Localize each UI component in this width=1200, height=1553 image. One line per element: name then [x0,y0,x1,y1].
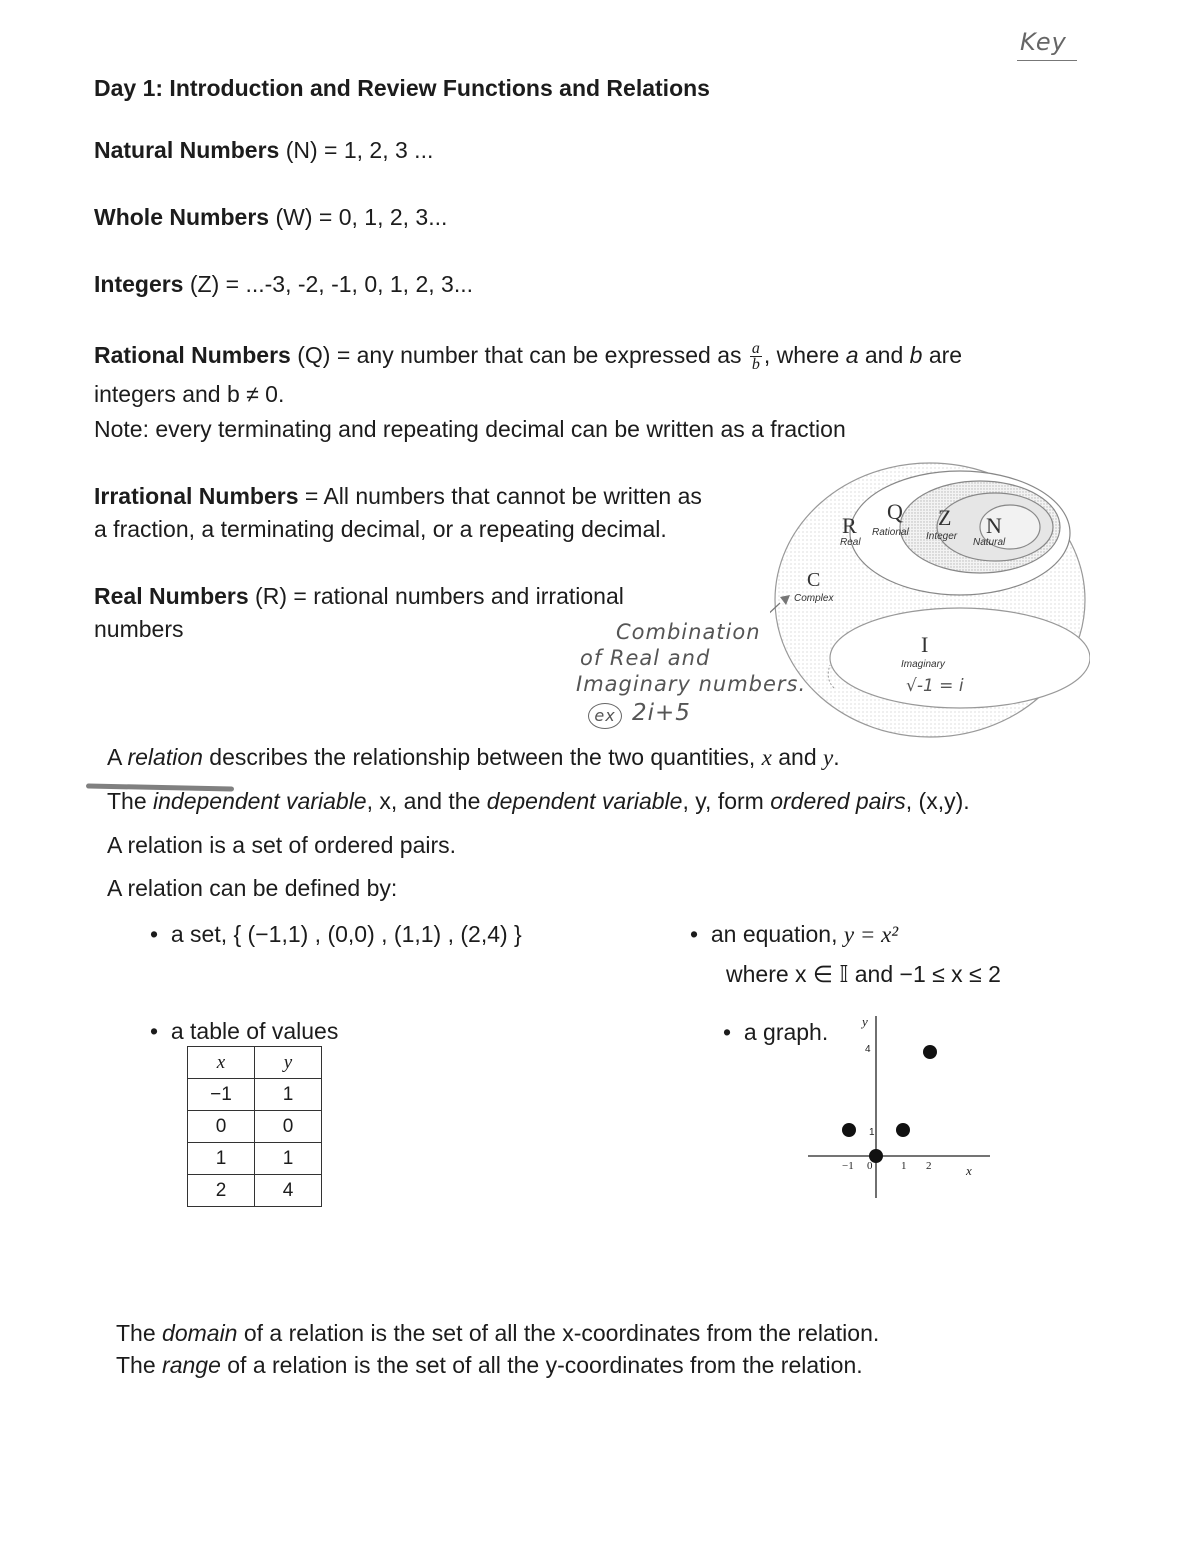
graph-tick-y1: 1 [869,1127,875,1138]
key-underline [1017,60,1077,61]
bullet-equation: • an equation, y = x² [690,921,899,947]
venn-z-letter: Z [938,505,952,530]
venn-r-letter: R [842,513,857,538]
handnote-line3: Imaginary numbers. [576,672,807,696]
whole-numbers-line: Whole Numbers (W) = 0, 1, 2, 3... [94,204,448,230]
table-row [188,1111,322,1143]
table-cell: 2 [188,1175,255,1207]
irrational-numbers-line2: a fraction, a terminating decimal, or a repeating decimal. [94,516,667,542]
table-cell: −1 [188,1079,255,1111]
graph-tick-xm1: −1 [842,1160,854,1172]
venn-real-label: Real [840,537,861,548]
venn-imaginary-label: Imaginary [901,659,945,670]
rational-note: Note: every terminating and repeating decimal can be written as a fraction [94,416,846,442]
table-header-y: y [255,1047,322,1079]
venn-complex-label: Complex [794,593,834,604]
venn-rational-label: Rational [872,527,909,538]
table-cell: 0 [188,1111,255,1143]
venn-natural-label: Natural [973,537,1006,548]
irrational-numbers-line: Irrational Numbers = All numbers that cannot be written as [94,483,702,509]
relation-definition-line: A relation describes the relationship between the two quantities, x and y. [107,744,840,770]
range-definition: The range of a relation is the set of all the y-coordinates from the relation. [116,1352,863,1378]
venn-imaginary-example: √-1 = i [906,676,964,696]
natural-numbers-line: Natural Numbers (N) = 1, 2, 3 ... [94,137,434,163]
domain-definition: The domain of a relation is the set of all the x-coordinates from the relation. [116,1320,880,1346]
graph-y-axis-label: y [862,1014,868,1029]
venn-integer-label: Integer [926,531,958,542]
values-table [187,1046,322,1207]
graph-point [869,1149,883,1163]
handnote-line2: of Real and [580,646,711,670]
relation-graph [800,1008,1000,1203]
key-label: Key [1020,28,1067,56]
bullet-graph: • a graph. [723,1019,829,1045]
relation-defined-by-line: A relation can be defined by: [107,875,398,901]
graph-point [896,1123,910,1137]
graph-tick-x0: 0 [867,1160,873,1172]
table-cell: 1 [255,1079,322,1111]
table-row [188,1175,322,1207]
a-over-b-fraction: $\frac{a}{b}$ [751,340,760,374]
real-numbers-line2: numbers [94,616,184,642]
equation-condition: where x ∈ 𝕀 and −1 ≤ x ≤ 2 [726,961,1001,987]
handnote-example: 2i+5 [632,700,691,726]
integers-line: Integers (Z) = ...-3, -2, -1, 0, 1, 2, 3... [94,271,473,297]
venn-n-letter: N [986,513,1002,538]
table-cell: 0 [255,1111,322,1143]
table-header-row [188,1047,322,1079]
rational-numbers-line2: integers and b ≠ 0. [94,381,285,407]
bullet-table: • a table of values [150,1018,339,1044]
table-row [188,1079,322,1111]
number-sets-venn-diagram [770,455,1090,745]
graph-point [842,1123,856,1137]
table-cell: 1 [188,1143,255,1175]
venn-i-letter: I [921,632,929,657]
graph-tick-x2: 2 [926,1160,932,1172]
table-cell: 1 [255,1143,322,1175]
graph-tick-x1: 1 [901,1160,907,1172]
handnote-example-circle: ex [588,703,622,729]
real-numbers-line: Real Numbers (R) = rational numbers and irrational [94,583,624,609]
variables-line: The independent variable, x, and the dependent variable, y, form ordered pairs, (x,y). [107,788,970,814]
graph-points [842,1045,937,1163]
venn-c-letter: C [807,569,821,591]
relation-set-line: A relation is a set of ordered pairs. [107,832,457,858]
venn-q-letter: Q [887,499,903,524]
table-cell: 4 [255,1175,322,1207]
table-header-x: x [188,1047,255,1079]
rational-numbers-line: Rational Numbers (Q) = any number that can be expressed as $\frac{a}{b}$ , where a and b are [94,340,963,374]
graph-x-axis-label: x [966,1163,972,1178]
table-row [188,1143,322,1175]
graph-tick-y4: 4 [865,1044,871,1055]
graph-point [923,1045,937,1059]
handnote-line1: Combination [616,620,761,644]
bullet-set: • a set, { (−1,1) , (0,0) , (1,1) , (2,4) } [150,921,522,947]
page-title: Day 1: Introduction and Review Functions and Relations [94,75,710,101]
